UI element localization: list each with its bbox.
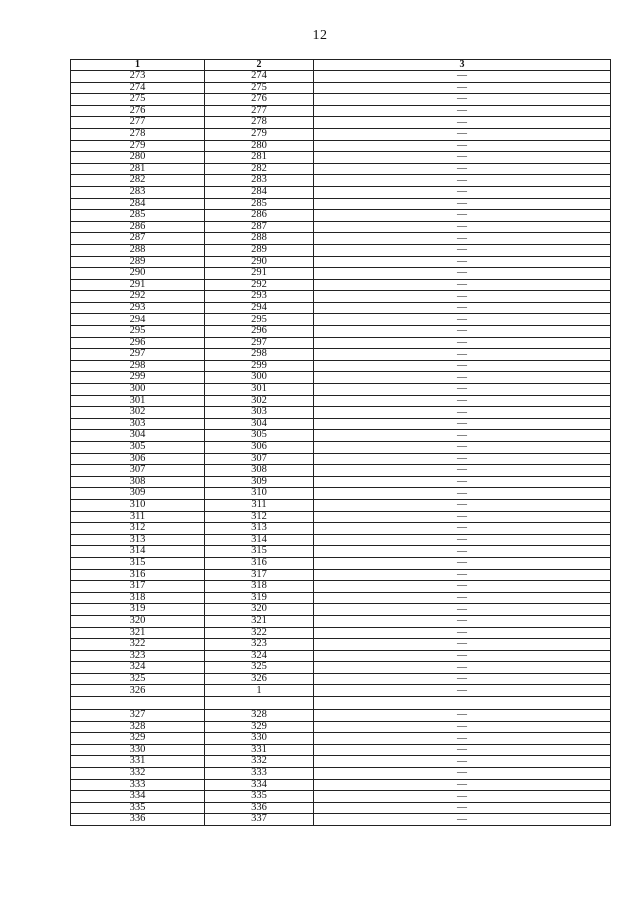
table-cell: — (314, 128, 611, 140)
table-cell: 289 (205, 244, 314, 256)
table-row (71, 523, 611, 535)
table-cell: — (314, 650, 611, 662)
table-cell (71, 697, 205, 710)
table-cell: 281 (205, 152, 314, 164)
table-cell: 290 (205, 256, 314, 268)
table-row (71, 779, 611, 791)
table-row (71, 592, 611, 604)
table-cell: 297 (71, 349, 205, 361)
table-row (71, 627, 611, 639)
table-cell: — (314, 384, 611, 396)
table-cell: 321 (71, 627, 205, 639)
table-row (71, 685, 611, 697)
table-cell: 320 (71, 615, 205, 627)
table-cell: 277 (71, 117, 205, 129)
table-cell: 326 (71, 685, 205, 697)
table-cell: — (314, 733, 611, 745)
table-row (71, 395, 611, 407)
table-cell: 318 (205, 581, 314, 593)
table-cell: — (314, 673, 611, 685)
table-cell: — (314, 256, 611, 268)
table-row (71, 279, 611, 291)
table-cell: 305 (71, 442, 205, 454)
table-cell: — (314, 175, 611, 187)
table-cell: 330 (205, 733, 314, 745)
table-cell: 316 (205, 557, 314, 569)
table-cell: 327 (71, 710, 205, 722)
table-row (71, 650, 611, 662)
table-row (71, 210, 611, 222)
column-header-1: 1 (71, 60, 205, 71)
table-cell: — (314, 186, 611, 198)
table-cell: 312 (205, 511, 314, 523)
table-row (71, 302, 611, 314)
table-cell: — (314, 685, 611, 697)
table-cell: 333 (71, 779, 205, 791)
table-cell: 288 (71, 244, 205, 256)
table-cell: 333 (205, 768, 314, 780)
table-cell: — (314, 499, 611, 511)
table-cell: — (314, 627, 611, 639)
table-cell: 274 (71, 82, 205, 94)
table-cell: 295 (205, 314, 314, 326)
table-cell: 288 (205, 233, 314, 245)
table-row (71, 604, 611, 616)
table-cell: — (314, 744, 611, 756)
table-cell: 322 (71, 639, 205, 651)
table-cell: 335 (205, 791, 314, 803)
table-row (71, 128, 611, 140)
table-cell: 290 (71, 268, 205, 280)
table-cell: 291 (71, 279, 205, 291)
table-row (71, 291, 611, 303)
table-cell: 297 (205, 337, 314, 349)
table-cell: — (314, 407, 611, 419)
table-cell: 315 (205, 546, 314, 558)
table-row (71, 581, 611, 593)
table-cell: 329 (205, 721, 314, 733)
table-cell: 282 (205, 163, 314, 175)
table-cell: 320 (205, 604, 314, 616)
table-cell: 307 (71, 465, 205, 477)
table-cell: — (314, 604, 611, 616)
table-row (71, 814, 611, 826)
table-cell: — (314, 140, 611, 152)
table-row (71, 198, 611, 210)
table-cell: 285 (205, 198, 314, 210)
table-cell: 306 (205, 442, 314, 454)
table-cell: — (314, 279, 611, 291)
table-cell: 306 (71, 453, 205, 465)
table-cell: 283 (71, 186, 205, 198)
table-row (71, 244, 611, 256)
table-cell: 310 (205, 488, 314, 500)
table-cell: — (314, 82, 611, 94)
table-cell: 318 (71, 592, 205, 604)
table-cell: 285 (71, 210, 205, 222)
table-cell: 317 (205, 569, 314, 581)
page-number: 12 (312, 28, 328, 43)
table-cell: 287 (205, 221, 314, 233)
table-cell: — (314, 592, 611, 604)
table-cell: 273 (71, 71, 205, 83)
table-row (71, 233, 611, 245)
table-cell: 330 (71, 744, 205, 756)
table-row (71, 673, 611, 685)
table-cell: 286 (205, 210, 314, 222)
table-row (71, 360, 611, 372)
column-header-2: 2 (205, 60, 314, 71)
table-cell: 334 (205, 779, 314, 791)
table-cell: 324 (71, 662, 205, 674)
table-cell: — (314, 791, 611, 803)
table-cell: 316 (71, 569, 205, 581)
table-cell: 293 (205, 291, 314, 303)
table-row (71, 314, 611, 326)
table-row (71, 442, 611, 454)
table-cell: 314 (71, 546, 205, 558)
table-cell: — (314, 534, 611, 546)
table-row (71, 499, 611, 511)
table-cell: 315 (71, 557, 205, 569)
table-cell: — (314, 546, 611, 558)
table-row (71, 82, 611, 94)
table-cell: 314 (205, 534, 314, 546)
table-cell: 283 (205, 175, 314, 187)
table-cell: — (314, 71, 611, 83)
table-cell: 277 (205, 105, 314, 117)
table-row (71, 791, 611, 803)
table-cell: 321 (205, 615, 314, 627)
table-cell: 322 (205, 627, 314, 639)
table-cell: — (314, 163, 611, 175)
table-row (71, 615, 611, 627)
table-cell: 324 (205, 650, 314, 662)
table-cell: 293 (71, 302, 205, 314)
table-cell: 307 (205, 453, 314, 465)
table-cell: 289 (71, 256, 205, 268)
table-cell: 282 (71, 175, 205, 187)
table-cell: — (314, 233, 611, 245)
table-cell: 299 (71, 372, 205, 384)
table-body-top (71, 71, 611, 697)
table-cell: 331 (71, 756, 205, 768)
table-cell: — (314, 442, 611, 454)
table-cell: 292 (205, 279, 314, 291)
table-header (71, 60, 611, 71)
table-row (71, 662, 611, 674)
table-cell: 295 (71, 326, 205, 338)
table-cell: — (314, 105, 611, 117)
table-cell: — (314, 569, 611, 581)
table-cell (205, 697, 314, 710)
table-cell: — (314, 802, 611, 814)
table-cell: — (314, 117, 611, 129)
table-cell: 331 (205, 744, 314, 756)
table-cell: — (314, 314, 611, 326)
table-cell: — (314, 326, 611, 338)
table-cell: — (314, 639, 611, 651)
table-cell: 325 (71, 673, 205, 685)
table-cell: 317 (71, 581, 205, 593)
table-row (71, 268, 611, 280)
table-row (71, 384, 611, 396)
table-cell: 280 (71, 152, 205, 164)
table-row (71, 326, 611, 338)
table-cell: — (314, 291, 611, 303)
table-cell: 328 (205, 710, 314, 722)
table-row (71, 186, 611, 198)
table-cell: — (314, 453, 611, 465)
table-row (71, 256, 611, 268)
table-cell: 332 (205, 756, 314, 768)
table-row (71, 756, 611, 768)
table-cell: — (314, 430, 611, 442)
table-cell: — (314, 557, 611, 569)
table-cell: 292 (71, 291, 205, 303)
table-cell: 311 (205, 499, 314, 511)
table-row (71, 721, 611, 733)
table-cell: — (314, 511, 611, 523)
table-row (71, 557, 611, 569)
table-cell: 275 (205, 82, 314, 94)
table-cell: — (314, 268, 611, 280)
table-cell: 302 (71, 407, 205, 419)
table-cell: — (314, 152, 611, 164)
table-cell: — (314, 488, 611, 500)
table-cell: — (314, 395, 611, 407)
table-cell: 323 (71, 650, 205, 662)
table-cell: — (314, 349, 611, 361)
table-cell: 325 (205, 662, 314, 674)
table-row (71, 710, 611, 722)
table-row (71, 71, 611, 83)
table-cell: 337 (205, 814, 314, 826)
table-cell: 291 (205, 268, 314, 280)
table-cell: 298 (205, 349, 314, 361)
table-cell: — (314, 337, 611, 349)
table-cell: 279 (71, 140, 205, 152)
table-cell: 309 (205, 476, 314, 488)
table-row (71, 534, 611, 546)
table-cell: — (314, 198, 611, 210)
table-row (71, 407, 611, 419)
table-cell: 280 (205, 140, 314, 152)
table-cell: — (314, 210, 611, 222)
table-row (71, 430, 611, 442)
table-cell: 294 (205, 302, 314, 314)
table-cell: 305 (205, 430, 314, 442)
table-row (71, 546, 611, 558)
table-header-row (71, 60, 611, 71)
table-cell: — (314, 523, 611, 535)
table-row (71, 163, 611, 175)
table-cell: — (314, 710, 611, 722)
table-cell: — (314, 615, 611, 627)
table-cell: — (314, 768, 611, 780)
table-row (71, 94, 611, 106)
table-cell: 336 (71, 814, 205, 826)
table-cell: 301 (71, 395, 205, 407)
empty-row (71, 697, 611, 710)
table-row (71, 221, 611, 233)
table-cell: — (314, 465, 611, 477)
table-cell: 298 (71, 360, 205, 372)
table-cell: 278 (71, 128, 205, 140)
table-cell: 303 (71, 418, 205, 430)
data-table (70, 59, 611, 826)
table-cell: 319 (205, 592, 314, 604)
table-cell: — (314, 94, 611, 106)
table-cell: 336 (205, 802, 314, 814)
table-cell: 335 (71, 802, 205, 814)
table-cell: — (314, 814, 611, 826)
table-row (71, 639, 611, 651)
table-row (71, 453, 611, 465)
table-row (71, 733, 611, 745)
table-gap (71, 697, 611, 710)
table-cell: 284 (205, 186, 314, 198)
table-cell: — (314, 221, 611, 233)
table-cell: 323 (205, 639, 314, 651)
table-row (71, 105, 611, 117)
table-cell: — (314, 581, 611, 593)
table-row (71, 175, 611, 187)
table-cell: — (314, 302, 611, 314)
table-row (71, 152, 611, 164)
table-row (71, 140, 611, 152)
table-cell: — (314, 721, 611, 733)
table-cell: 329 (71, 733, 205, 745)
table-cell: 304 (205, 418, 314, 430)
table-cell: — (314, 662, 611, 674)
table-cell: 286 (71, 221, 205, 233)
table-cell: — (314, 244, 611, 256)
table-cell: 279 (205, 128, 314, 140)
table-cell: 278 (205, 117, 314, 129)
table-cell: 328 (71, 721, 205, 733)
table-cell: 313 (71, 534, 205, 546)
table-cell: 326 (205, 673, 314, 685)
table-row (71, 569, 611, 581)
table-cell: 312 (71, 523, 205, 535)
table-cell: 1 (205, 685, 314, 697)
table-row (71, 465, 611, 477)
table-row (71, 511, 611, 523)
table-cell: 274 (205, 71, 314, 83)
table-row (71, 744, 611, 756)
table-body-bottom (71, 710, 611, 826)
table-cell: — (314, 372, 611, 384)
table-cell: 287 (71, 233, 205, 245)
table-cell: 299 (205, 360, 314, 372)
table-cell: 308 (71, 476, 205, 488)
table-cell: 303 (205, 407, 314, 419)
table-cell: 309 (71, 488, 205, 500)
table-cell: 294 (71, 314, 205, 326)
table-cell: — (314, 360, 611, 372)
table-cell: 300 (71, 384, 205, 396)
table-cell: — (314, 476, 611, 488)
table-row (71, 337, 611, 349)
table-cell: 310 (71, 499, 205, 511)
table-cell: 301 (205, 384, 314, 396)
table-cell: 276 (205, 94, 314, 106)
table-cell: — (314, 418, 611, 430)
table-cell: 332 (71, 768, 205, 780)
table-row (71, 488, 611, 500)
table-cell: — (314, 756, 611, 768)
table-cell (314, 697, 611, 710)
table-cell: 296 (205, 326, 314, 338)
table-row (71, 372, 611, 384)
table-cell: 319 (71, 604, 205, 616)
table-row (71, 476, 611, 488)
table-cell: — (314, 779, 611, 791)
table-cell: 311 (71, 511, 205, 523)
table-cell: 302 (205, 395, 314, 407)
table-cell: 334 (71, 791, 205, 803)
table-row (71, 802, 611, 814)
table-cell: 313 (205, 523, 314, 535)
table-cell: 276 (71, 105, 205, 117)
table-cell: 281 (71, 163, 205, 175)
table-cell: 284 (71, 198, 205, 210)
table-row (71, 768, 611, 780)
table-cell: 296 (71, 337, 205, 349)
table-cell: 308 (205, 465, 314, 477)
table-cell: 304 (71, 430, 205, 442)
column-header-3: 3 (314, 60, 611, 71)
table-row (71, 349, 611, 361)
table-row (71, 117, 611, 129)
table-cell: 275 (71, 94, 205, 106)
table-cell: 300 (205, 372, 314, 384)
table-row (71, 418, 611, 430)
